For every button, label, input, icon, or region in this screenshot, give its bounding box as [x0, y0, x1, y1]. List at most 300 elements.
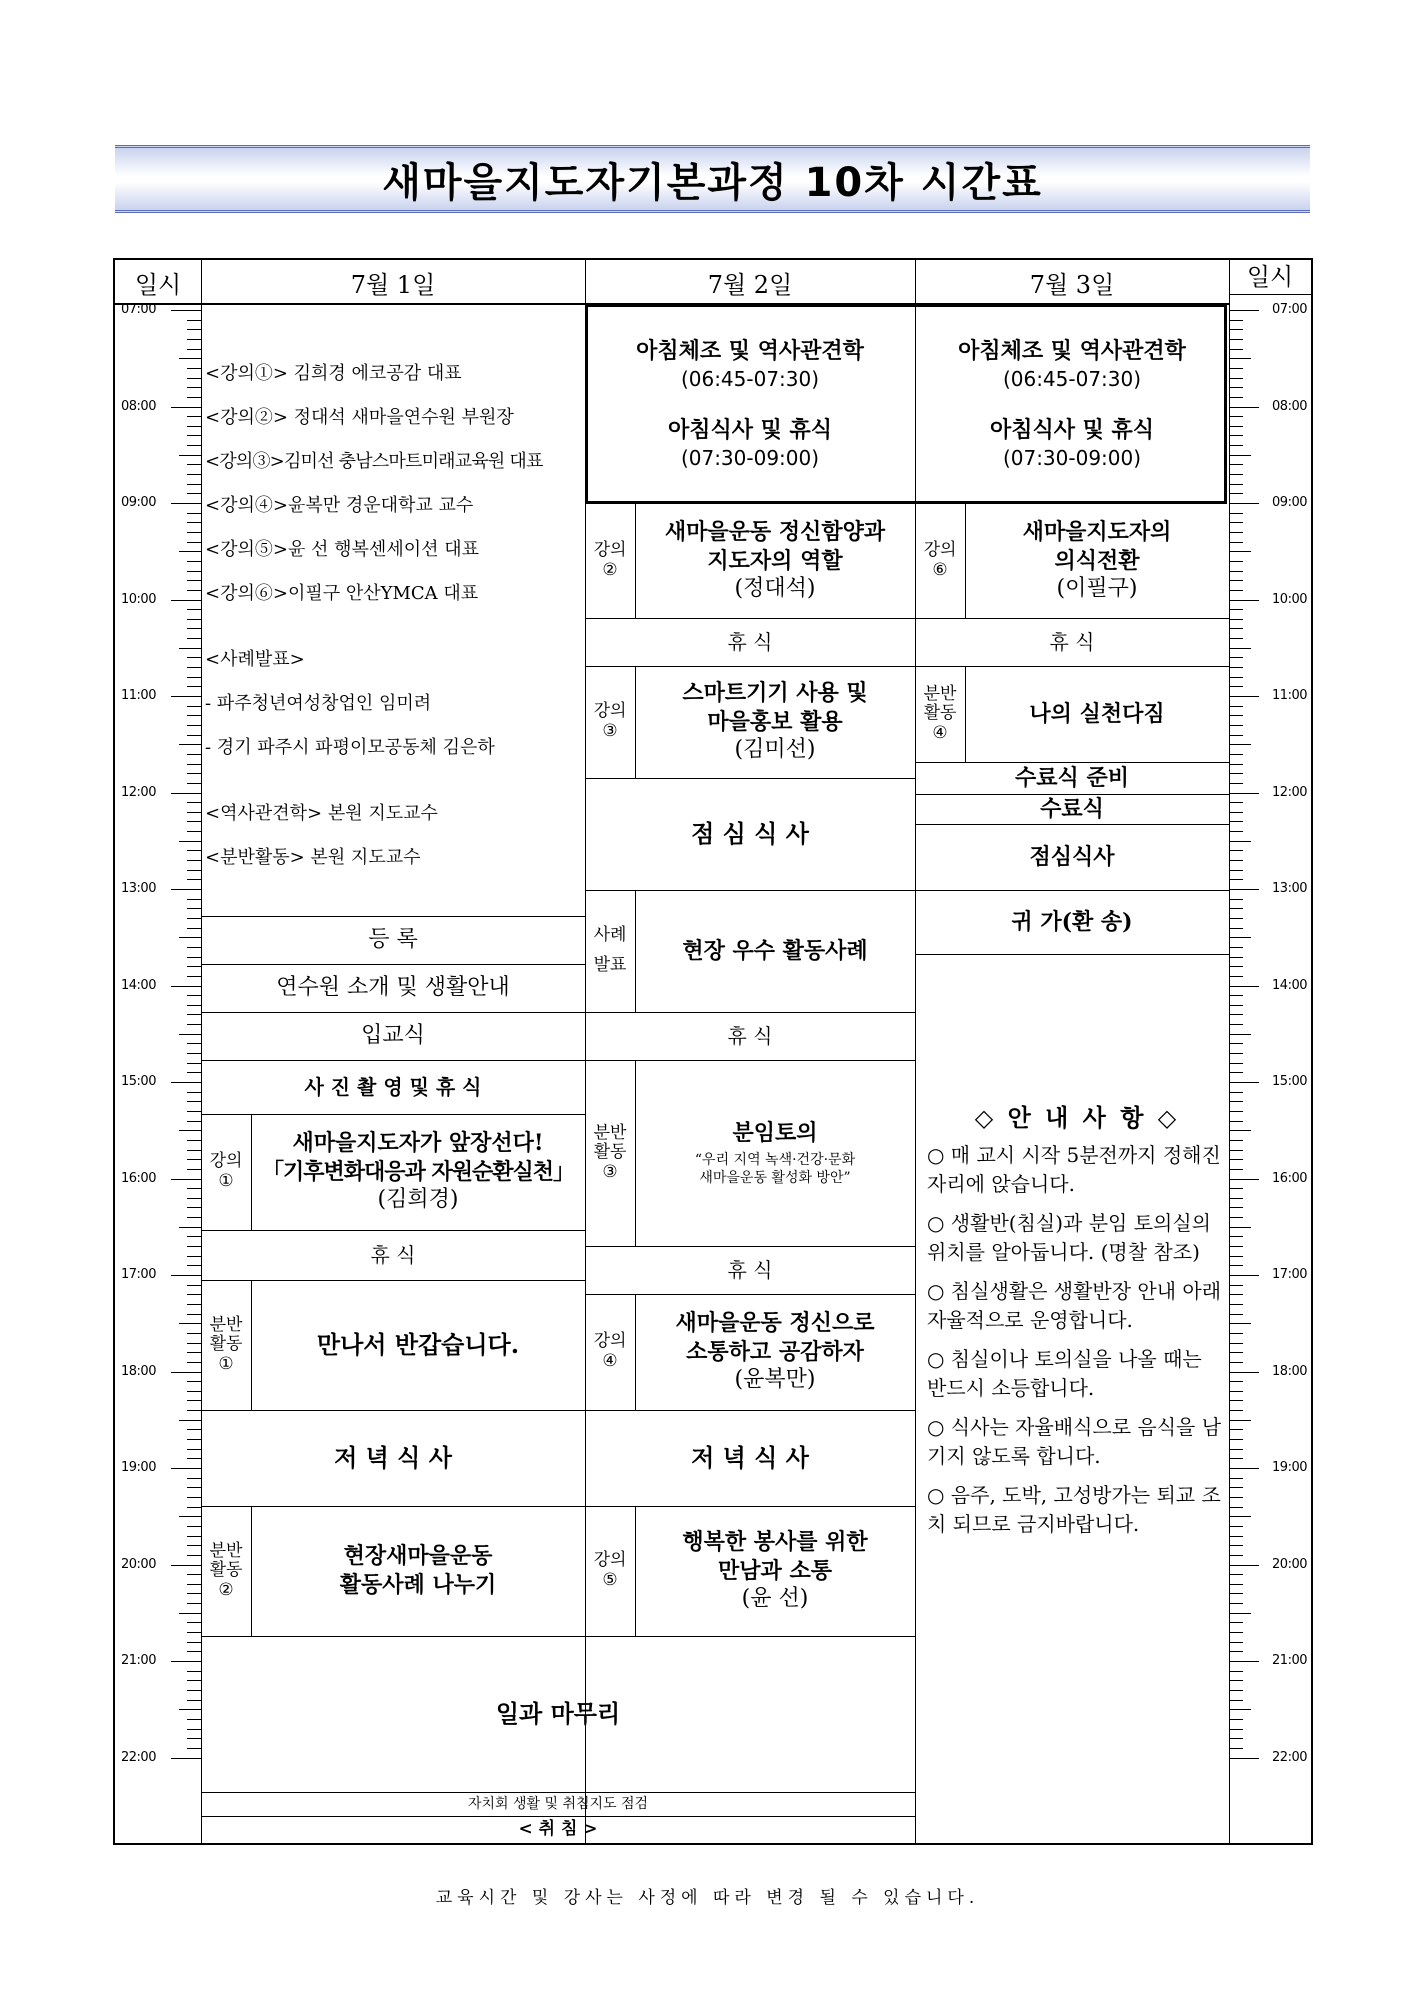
- minor-tick: [187, 1101, 201, 1102]
- minor-tick: [1229, 1391, 1243, 1392]
- hour-tick: [171, 600, 201, 601]
- minor-tick: [1229, 1429, 1243, 1430]
- minor-tick: [1229, 957, 1243, 958]
- minor-tick: [1229, 1709, 1251, 1710]
- hour-tick: [1229, 1758, 1259, 1759]
- minor-tick: [187, 976, 201, 977]
- minor-tick: [187, 1343, 201, 1344]
- minor-tick: [187, 1265, 201, 1266]
- minor-tick: [187, 339, 201, 340]
- hour-tick: [171, 310, 201, 311]
- minor-tick: [1229, 1092, 1243, 1093]
- minor-tick: [187, 1439, 201, 1440]
- minor-tick: [1229, 619, 1243, 620]
- time-label: 09:00: [121, 495, 156, 510]
- minor-tick: [179, 1130, 201, 1131]
- time-label: 16:00: [121, 1170, 156, 1186]
- minor-tick: [1229, 1227, 1251, 1228]
- minor-tick: [187, 1198, 201, 1199]
- hour-tick: [171, 1372, 201, 1373]
- minor-tick: [1229, 1014, 1243, 1015]
- minor-tick: [187, 1053, 201, 1054]
- minor-tick: [1229, 1603, 1243, 1604]
- minor-tick: [1229, 802, 1243, 803]
- hour-tick: [171, 793, 201, 794]
- minor-tick: [1229, 1159, 1243, 1160]
- minor-tick: [1229, 542, 1243, 543]
- minor-tick: [1229, 764, 1243, 765]
- notice-4: ○ 침실이나 토의실을 나올 때는 반드시 소등합니다.: [927, 1347, 1202, 1400]
- minor-tick: [187, 831, 201, 832]
- minor-tick: [187, 329, 201, 330]
- lecturer-4: <강의④>윤복만 경운대학교 교수: [205, 495, 474, 516]
- minor-tick: [1229, 686, 1243, 687]
- minor-tick: [179, 841, 201, 842]
- minor-tick: [187, 812, 201, 813]
- minor-tick: [187, 1690, 201, 1691]
- minor-tick: [1229, 1400, 1243, 1401]
- notice-3: ○ 침실생활은 생활반장 안내 아래 자율적으로 운영합니다.: [927, 1279, 1222, 1332]
- minor-tick: [187, 821, 201, 822]
- time-label: 14:00: [1272, 977, 1307, 993]
- minor-tick: [1229, 638, 1243, 639]
- minor-tick: [1229, 1381, 1243, 1382]
- minor-tick: [187, 1150, 201, 1151]
- minor-tick: [187, 1584, 201, 1585]
- group4-label: 분반 활동 ④: [923, 683, 957, 743]
- day2-break2: 휴 식: [727, 1024, 773, 1048]
- time-label: 13:00: [1272, 881, 1307, 896]
- lecture5: 행복한 봉사를 위한 만남과 소통 (윤 선): [682, 1529, 868, 1612]
- minor-tick: [187, 667, 201, 668]
- minor-tick: [1229, 1314, 1243, 1315]
- time-scale-left: [115, 260, 201, 1843]
- minor-tick: [1229, 1169, 1243, 1170]
- notice-5: ○ 식사는 자율배식으로 음식을 남기지 않도록 합니다.: [927, 1415, 1222, 1468]
- minor-tick: [1229, 1362, 1243, 1363]
- minor-tick: [187, 957, 201, 958]
- minor-tick: [1229, 715, 1243, 716]
- time-label: 18:00: [121, 1363, 156, 1379]
- header-day2: 7월 2일: [707, 270, 793, 299]
- minor-tick: [1229, 1516, 1251, 1517]
- time-label: 14:00: [121, 977, 156, 993]
- day1-dinner: 저 녁 식 사: [334, 1443, 452, 1473]
- minor-tick: [1229, 1150, 1243, 1151]
- minor-tick: [1229, 1613, 1251, 1614]
- group1: 만나서 반갑습니다.: [316, 1330, 520, 1360]
- minor-tick: [187, 899, 201, 900]
- minor-tick: [1229, 1690, 1243, 1691]
- minor-tick: [187, 349, 201, 350]
- minor-tick: [187, 754, 201, 755]
- minor-tick: [1229, 522, 1243, 523]
- minor-tick: [187, 1111, 201, 1112]
- minor-tick: [187, 1497, 201, 1498]
- minor-tick: [187, 1024, 201, 1025]
- minor-tick: [1229, 378, 1243, 379]
- photo-session: 사 진 촬 영 및 휴 식: [304, 1075, 482, 1099]
- hour-tick: [171, 1661, 201, 1662]
- minor-tick: [187, 1642, 201, 1643]
- minor-tick: [1229, 754, 1243, 755]
- minor-tick: [187, 1680, 201, 1681]
- minor-tick: [187, 850, 201, 851]
- minor-tick: [1229, 1323, 1251, 1324]
- minor-tick: [187, 1593, 201, 1594]
- minor-tick: [187, 1169, 201, 1170]
- notice-box: [927, 1098, 1227, 1549]
- hour-tick: [171, 1758, 201, 1759]
- minor-tick: [1229, 1487, 1243, 1488]
- time-label: 08:00: [1272, 398, 1307, 414]
- minor-tick: [187, 1729, 201, 1730]
- minor-tick: [1229, 1333, 1243, 1334]
- minor-tick: [1229, 648, 1251, 649]
- minor-tick: [187, 1400, 201, 1401]
- lecturer-1: <강의①> 김희경 에코공감 대표: [205, 363, 462, 384]
- minor-tick: [187, 1121, 201, 1122]
- minor-tick: [1229, 1574, 1243, 1575]
- minor-tick: [1229, 928, 1243, 929]
- minor-tick: [187, 783, 201, 784]
- minor-tick: [187, 918, 201, 919]
- minor-tick: [1229, 1024, 1243, 1025]
- group3: 분임토의 “우리 지역 녹색·건강·문화 새마을운동 활성화 방안”: [694, 1119, 856, 1187]
- ceremony-prep: 수료식 준비: [1015, 764, 1129, 791]
- completion-ceremony: 수료식: [1040, 795, 1104, 822]
- minor-tick: [1229, 773, 1243, 774]
- minor-tick: [179, 455, 201, 456]
- lecture3: 스마트기기 사용 및 마을홍보 활용 (김미선): [682, 680, 868, 763]
- minor-tick: [187, 580, 201, 581]
- minor-tick: [187, 1381, 201, 1382]
- minor-tick: [1229, 1072, 1243, 1073]
- minor-tick: [1229, 879, 1243, 880]
- time-label: 11:00: [1272, 688, 1307, 703]
- minor-tick: [1229, 1005, 1243, 1006]
- minor-tick: [187, 1622, 201, 1623]
- minor-tick: [1229, 1449, 1243, 1450]
- minor-tick: [187, 1449, 201, 1450]
- minor-tick: [187, 1092, 201, 1093]
- group-activity-info: <분반활동> 본원 지도교수: [205, 847, 421, 868]
- lecturer-2: <강의②> 정대석 새마을연수원 부원장: [205, 407, 514, 428]
- minor-tick: [1229, 628, 1243, 629]
- minor-tick: [187, 1410, 201, 1411]
- notice-title: ◇ 안 내 사 항 ◇: [974, 1103, 1180, 1132]
- lecture3-label: 강의 ③: [593, 701, 627, 741]
- time-label: 12:00: [121, 784, 156, 800]
- minor-tick: [1229, 1343, 1243, 1344]
- day3-morning: 아침체조 및 역사관견학 (06:45-07:30) 아침식사 및 휴식 (07:30-09:00): [958, 338, 1186, 470]
- minor-tick: [187, 1700, 201, 1701]
- minor-tick: [1229, 416, 1243, 417]
- day2-break1: 휴 식: [727, 630, 773, 654]
- minor-tick: [1229, 609, 1243, 610]
- minor-tick: [1229, 1507, 1243, 1508]
- minor-tick: [1229, 850, 1243, 851]
- minor-tick: [187, 1545, 201, 1546]
- minor-tick: [1229, 435, 1243, 436]
- minor-tick: [1229, 493, 1243, 494]
- lecture2: 새마을운동 정신함양과 지도자의 역할 (정대석): [664, 519, 886, 602]
- day3-break: 휴 식: [1049, 630, 1095, 654]
- group1-label: 분반 활동 ①: [209, 1314, 243, 1374]
- time-label: 17:00: [1272, 1267, 1307, 1282]
- minor-tick: [187, 1063, 201, 1064]
- minor-tick: [1229, 1188, 1243, 1189]
- minor-tick: [187, 464, 201, 465]
- minor-tick: [1229, 1439, 1243, 1440]
- minor-tick: [1229, 1121, 1243, 1122]
- minor-tick: [1229, 1738, 1243, 1739]
- minor-tick: [1229, 1671, 1243, 1672]
- minor-tick: [1229, 426, 1243, 427]
- minor-tick: [1229, 976, 1243, 977]
- minor-tick: [1229, 899, 1243, 900]
- minor-tick: [1229, 1700, 1243, 1701]
- hour-tick: [171, 1565, 201, 1566]
- time-label: 08:00: [121, 398, 156, 414]
- notice-1: ○ 매 교시 시작 5분전까지 정해진 자리에 앉습니다.: [927, 1143, 1221, 1196]
- minor-tick: [1229, 397, 1243, 398]
- minor-tick: [187, 1188, 201, 1189]
- hour-tick: [1229, 793, 1259, 794]
- case-speaker-1: - 파주청년여성창업인 임미려: [205, 693, 432, 714]
- minor-tick: [187, 1748, 201, 1749]
- time-label: 21:00: [121, 1653, 156, 1668]
- time-label: 15:00: [1272, 1074, 1307, 1089]
- minor-tick: [1229, 1352, 1243, 1353]
- lecturer-3: <강의③>김미선 충남스마트미래교육원 대표: [205, 451, 543, 472]
- header-day3: 7월 3일: [1029, 270, 1115, 299]
- minor-tick: [1229, 551, 1251, 552]
- minor-tick: [1229, 1101, 1243, 1102]
- minor-tick: [1229, 908, 1243, 909]
- minor-tick: [187, 571, 201, 572]
- registration: 등 록: [368, 926, 418, 952]
- timetable: [113, 258, 1313, 1845]
- minor-tick: [187, 947, 201, 948]
- day1-break: 휴 식: [370, 1243, 416, 1267]
- minor-tick: [1229, 1526, 1243, 1527]
- minor-tick: [187, 426, 201, 427]
- minor-tick: [187, 1671, 201, 1672]
- minor-tick: [187, 1574, 201, 1575]
- minor-tick: [1229, 947, 1243, 948]
- time-label: 21:00: [1272, 1653, 1307, 1668]
- minor-tick: [1229, 1497, 1243, 1498]
- lecture6-label: 강의 ⑥: [923, 540, 957, 580]
- minor-tick: [187, 1043, 201, 1044]
- minor-tick: [179, 1709, 201, 1710]
- minor-tick: [1229, 464, 1243, 465]
- hour-tick: [171, 986, 201, 987]
- hour-tick: [1229, 986, 1259, 987]
- minor-tick: [1229, 1198, 1243, 1199]
- hour-tick: [1229, 600, 1259, 601]
- minor-tick: [187, 484, 201, 485]
- footer-note: 교육시간 및 강사는 사정에 따라 변경 될 수 있습니다.: [435, 1888, 980, 1908]
- hour-tick: [1229, 1082, 1259, 1083]
- hour-tick: [1229, 1565, 1259, 1566]
- minor-tick: [187, 860, 201, 861]
- minor-tick: [187, 1014, 201, 1015]
- minor-tick: [1229, 580, 1243, 581]
- minor-tick: [1229, 532, 1243, 533]
- minor-tick: [187, 1526, 201, 1527]
- minor-tick: [1229, 1458, 1243, 1459]
- minor-tick: [187, 1429, 201, 1430]
- minor-tick: [1229, 1207, 1243, 1208]
- minor-tick: [1229, 1217, 1243, 1218]
- return-home: 귀 가(환 송): [1011, 908, 1133, 935]
- minor-tick: [187, 715, 201, 716]
- minor-tick: [1229, 1236, 1243, 1237]
- minor-tick: [187, 1362, 201, 1363]
- minor-tick: [187, 1246, 201, 1247]
- minor-tick: [1229, 320, 1243, 321]
- history-tour-info: <역사관견학> 본원 지도교수: [205, 803, 438, 824]
- minor-tick: [1229, 1680, 1243, 1681]
- minor-tick: [179, 358, 201, 359]
- minor-tick: [1229, 329, 1243, 330]
- minor-tick: [1229, 1256, 1243, 1257]
- minor-tick: [1229, 1651, 1243, 1652]
- minor-tick: [187, 1256, 201, 1257]
- minor-tick: [187, 773, 201, 774]
- minor-tick: [187, 657, 201, 658]
- minor-tick: [187, 368, 201, 369]
- minor-tick: [1229, 1420, 1251, 1421]
- minor-tick: [187, 1458, 201, 1459]
- minor-tick: [1229, 667, 1243, 668]
- entrance-ceremony: 입교식: [361, 1022, 425, 1048]
- day-wrapup: 일과 마무리: [495, 1699, 621, 1729]
- lecture6: 새마을지도자의 의식전환 (이필구): [1022, 519, 1172, 602]
- hour-tick: [1229, 696, 1259, 697]
- minor-tick: [1229, 1748, 1243, 1749]
- minor-tick: [1229, 1053, 1243, 1054]
- hour-tick: [171, 1179, 201, 1180]
- group3-label: 분반 활동 ③: [593, 1122, 627, 1182]
- minor-tick: [1229, 812, 1243, 813]
- minor-tick: [187, 928, 201, 929]
- minor-tick: [1229, 561, 1243, 562]
- minor-tick: [1229, 1719, 1243, 1720]
- minor-tick: [1229, 1536, 1243, 1537]
- minor-tick: [187, 1352, 201, 1353]
- minor-tick: [1229, 1304, 1243, 1305]
- minor-tick: [187, 802, 201, 803]
- group2-label: 분반 활동 ②: [209, 1540, 243, 1600]
- hour-tick: [1229, 503, 1259, 504]
- minor-tick: [1229, 484, 1243, 485]
- minor-tick: [187, 1391, 201, 1392]
- minor-tick: [187, 474, 201, 475]
- minor-tick: [187, 1603, 201, 1604]
- minor-tick: [1229, 706, 1243, 707]
- time-label: 20:00: [121, 1556, 156, 1572]
- minor-tick: [187, 735, 201, 736]
- minor-tick: [1229, 821, 1243, 822]
- notice-2: ○ 생활반(침실)과 분임 토의실의 위치를 알아둡니다. (명찰 참조): [927, 1211, 1211, 1264]
- case-label: 사례 발표: [593, 925, 627, 975]
- hour-tick: [1229, 1179, 1259, 1180]
- minor-tick: [1229, 349, 1243, 350]
- hour-tick: [171, 1275, 201, 1276]
- minor-tick: [187, 1478, 201, 1479]
- header-time-left: 일시: [134, 270, 182, 299]
- minor-tick: [1229, 1246, 1243, 1247]
- minor-tick: [1229, 744, 1251, 745]
- time-label: 22:00: [121, 1749, 156, 1765]
- hour-tick: [1229, 1372, 1259, 1373]
- lecture4-label: 강의 ④: [593, 1331, 627, 1371]
- minor-tick: [1229, 513, 1243, 514]
- minor-tick: [179, 648, 201, 649]
- minor-tick: [187, 532, 201, 533]
- hour-tick: [1229, 407, 1259, 408]
- minor-tick: [1229, 1294, 1243, 1295]
- lecture4: 새마을운동 정신으로 소통하고 공감하자 (윤복만): [675, 1310, 875, 1393]
- time-label: 07:00: [1272, 302, 1307, 317]
- page-title: 새마을지도자기본과정 10차 시간표: [115, 145, 1310, 213]
- minor-tick: [1229, 937, 1251, 938]
- minor-tick: [1229, 1632, 1243, 1633]
- minor-tick: [179, 551, 201, 552]
- minor-tick: [1229, 1111, 1243, 1112]
- minor-tick: [1229, 831, 1243, 832]
- minor-tick: [187, 1294, 201, 1295]
- hour-tick: [171, 1082, 201, 1083]
- minor-tick: [187, 513, 201, 514]
- notice-6: ○ 음주, 도박, 고성방가는 퇴교 조치 되므로 금지바랍니다.: [927, 1483, 1221, 1536]
- minor-tick: [187, 1555, 201, 1556]
- minor-tick: [179, 1613, 201, 1614]
- group2: 현장새마을운동 활동사례 나누기: [339, 1543, 497, 1598]
- minor-tick: [179, 1034, 201, 1035]
- time-label: 19:00: [121, 1460, 156, 1475]
- minor-tick: [187, 1285, 201, 1286]
- hour-tick: [1229, 889, 1259, 890]
- hour-tick: [171, 1468, 201, 1469]
- minor-tick: [187, 1487, 201, 1488]
- minor-tick: [179, 937, 201, 938]
- hour-tick: [1229, 310, 1259, 311]
- minor-tick: [1229, 455, 1251, 456]
- time-label: 11:00: [121, 688, 156, 703]
- day2-lunch: 점 심 식 사: [691, 819, 809, 849]
- minor-tick: [1229, 1545, 1243, 1546]
- minor-tick: [1229, 571, 1243, 572]
- time-label: 07:00: [121, 302, 156, 317]
- day1-lecturer-list: [205, 352, 585, 880]
- minor-tick: [187, 1005, 201, 1006]
- minor-tick: [1229, 657, 1243, 658]
- minor-tick: [1229, 966, 1243, 967]
- minor-tick: [187, 1738, 201, 1739]
- lecture1: 새마을지도자가 앞장선다! 「기후변화대응과 자원순환실천」 (김희경): [262, 1130, 574, 1213]
- minor-tick: [187, 677, 201, 678]
- hour-tick: [171, 503, 201, 504]
- header-time-right: 일시: [1246, 262, 1294, 291]
- minor-tick: [187, 1217, 201, 1218]
- minor-tick: [187, 435, 201, 436]
- minor-tick: [1229, 590, 1243, 591]
- time-label: 15:00: [121, 1074, 156, 1089]
